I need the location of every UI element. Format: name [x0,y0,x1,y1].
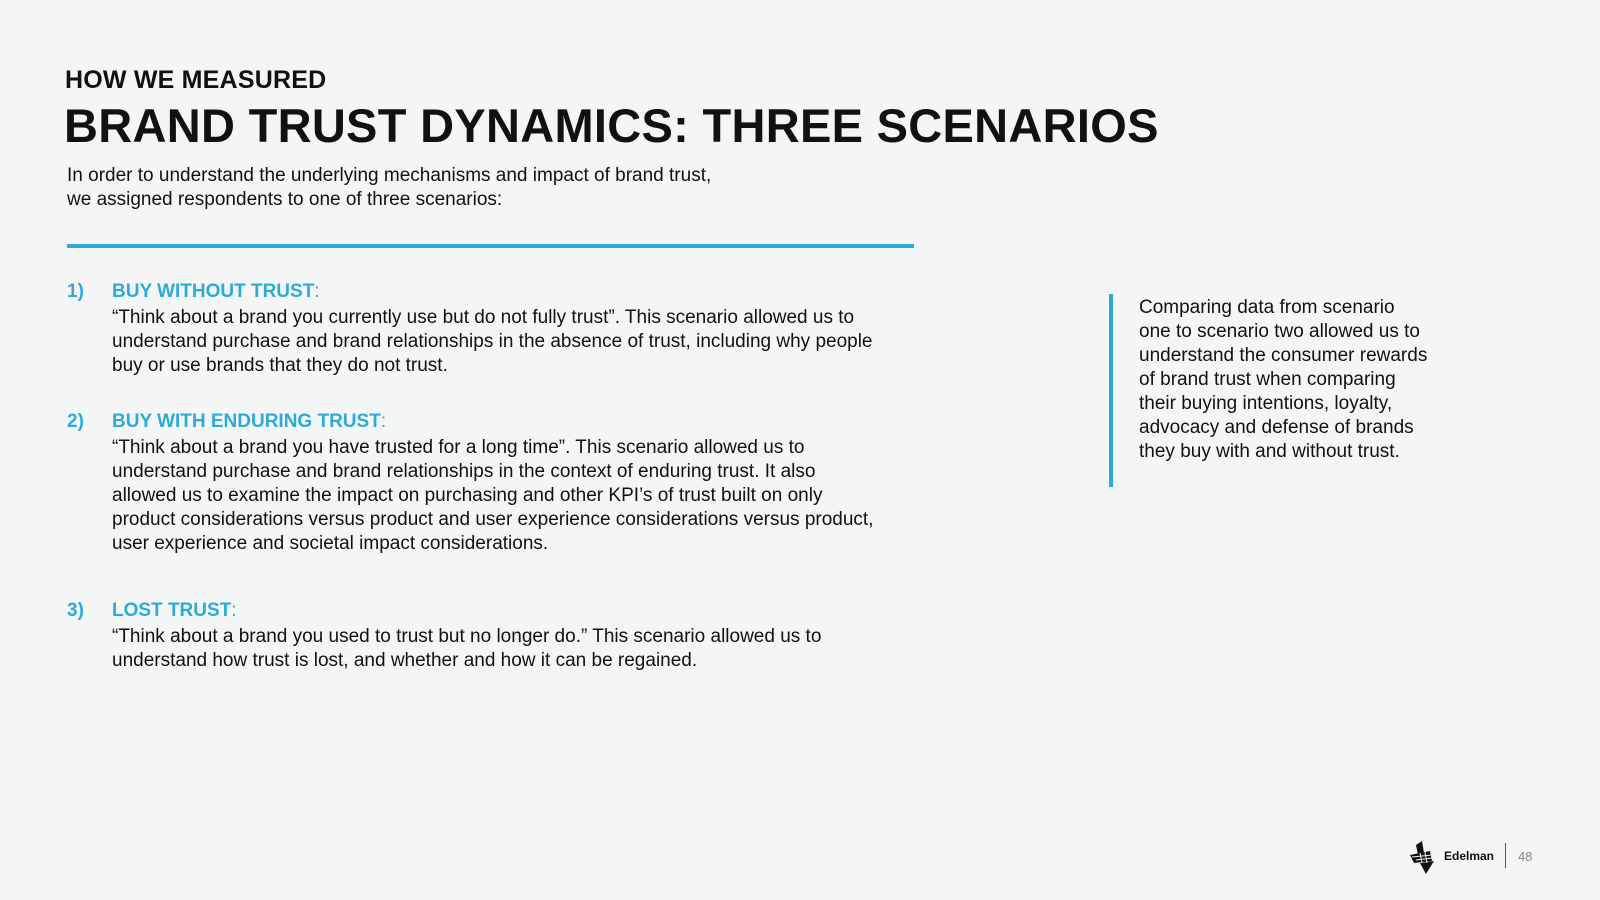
intro-line-1: In order to understand the underlying mechanisms and impact of brand trust, [67,165,712,186]
scenario-number: 2) [67,411,84,432]
scenario-description: “Think about a brand you used to trust but no longer do.” This scenario allowed us to understand how trust is lost, and whether and how it can be regained. [112,626,822,671]
scenario-heading-text: BUY WITHOUT TRUST [112,281,315,302]
scenario-number: 3) [67,600,84,621]
scenario-heading [112,600,237,622]
accent-divider [67,244,914,248]
scenario-heading-colon: : [380,411,387,432]
edelman-logo-icon [1408,841,1442,875]
callout-text: Comparing data from scenario one to scenario two allowed us to understand the consumer rewards of brand trust when comparing their buying intentions, loyalty, advocacy and defense of brands they buy with and without trust. [1139,297,1428,462]
section-kicker: HOW WE MEASURED [65,66,327,94]
scenario-description: “Think about a brand you currently use but do not fully trust”. This scenario allowed us to understand purchase and brand relationships in the absence of trust, including why people buy or use brands that they do not trust. [112,307,873,376]
scenario-heading-colon: : [314,281,320,302]
scenario-heading-text: LOST TRUST [112,600,232,621]
edelman-logo [1408,841,1498,875]
scenario-description: “Think about a brand you have trusted for a long time”. This scenario allowed us to understand purchase and brand relationships in the context of enduring trust. It also allowed us to examine the impact on purchasing and other KPI’s of trust built on only product considerations versus product and user experience considerations versus product, user experience and societal impact considerations. [112,437,874,554]
scenario-heading-text: BUY WITH ENDURING TRUST [112,411,381,432]
callout-box [1109,294,1428,487]
scenario-heading-colon: : [231,600,237,621]
scenario-heading [112,281,320,303]
intro-line-2: we assigned respondents to one of three scenarios: [67,189,503,210]
footer-separator [1505,843,1506,868]
intro-paragraph [67,164,827,212]
scenario-number: 1) [67,281,84,302]
page-title: BRAND TRUST DYNAMICS: THREE SCENARIOS [64,99,1159,152]
edelman-logo-text: Edelman [1444,849,1495,863]
scenario-heading [112,411,386,433]
page-number: 48 [1518,849,1533,864]
